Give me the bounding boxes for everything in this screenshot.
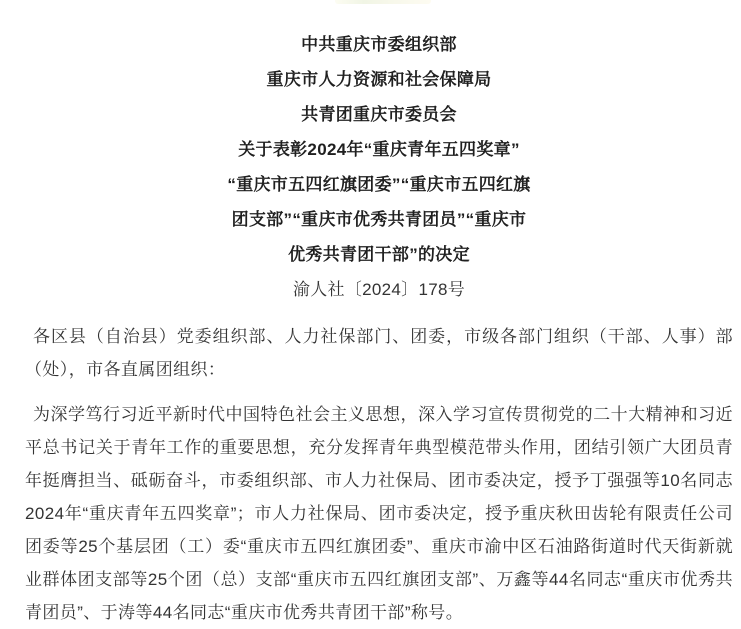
doc-title-line-3: 共青团重庆市委员会 [301,105,457,124]
doc-title-line-1: 中共重庆市委组织部 [301,35,457,54]
doc-number: 渝人社〔2024〕178号 [292,280,466,299]
doc-title-line-7: 优秀共青团干部”的决定 [288,245,470,264]
doc-title-line-4: 关于表彰2024年“重庆青年五四奖章” [238,140,520,159]
doc-title-line-6: 团支部”“重庆市优秀共青团员”“重庆市 [231,210,527,229]
doc-title-line-5: “重庆市五四红旗团委”“重庆市五四红旗 [227,175,531,194]
salutation-paragraph: 各区县（自治县）党委组织部、人力社保部门、团委，市级各部门组织（干部、人事）部（处），市各直属团组织： [25,327,733,379]
doc-title-line-2: 重庆市人力资源和社会保障局 [266,70,492,89]
decision-paragraph: 为深学笃行习近平新时代中国特色社会主义思想，深入学习宣传贯彻党的二十大精神和习近平总书记关于青年工作的重要思想，充分发挥青年典型模范带头作用，团结引领广大团员青年挺膺担当、砥砺奋斗，市委组织部、市人力社保局、团市委决定，授予丁强强等10名同志2024年“重庆青年五四奖章”；市人力社保局、团市委决定，授予重庆秋田齿轮有限责任公司团委等25个基层团（工）委“重庆市五四红旗团委”、重庆市渝中区石油路街道时代天街新就业群体团支部等25个团（总）支部“重庆市五四红旗团支部”、万鑫等44名同志“重庆市优秀共青团员”、于涛等44名同志“重庆市优秀共青团干部”称号。 [25,405,733,622]
cropped-image-edge [335,0,431,4]
